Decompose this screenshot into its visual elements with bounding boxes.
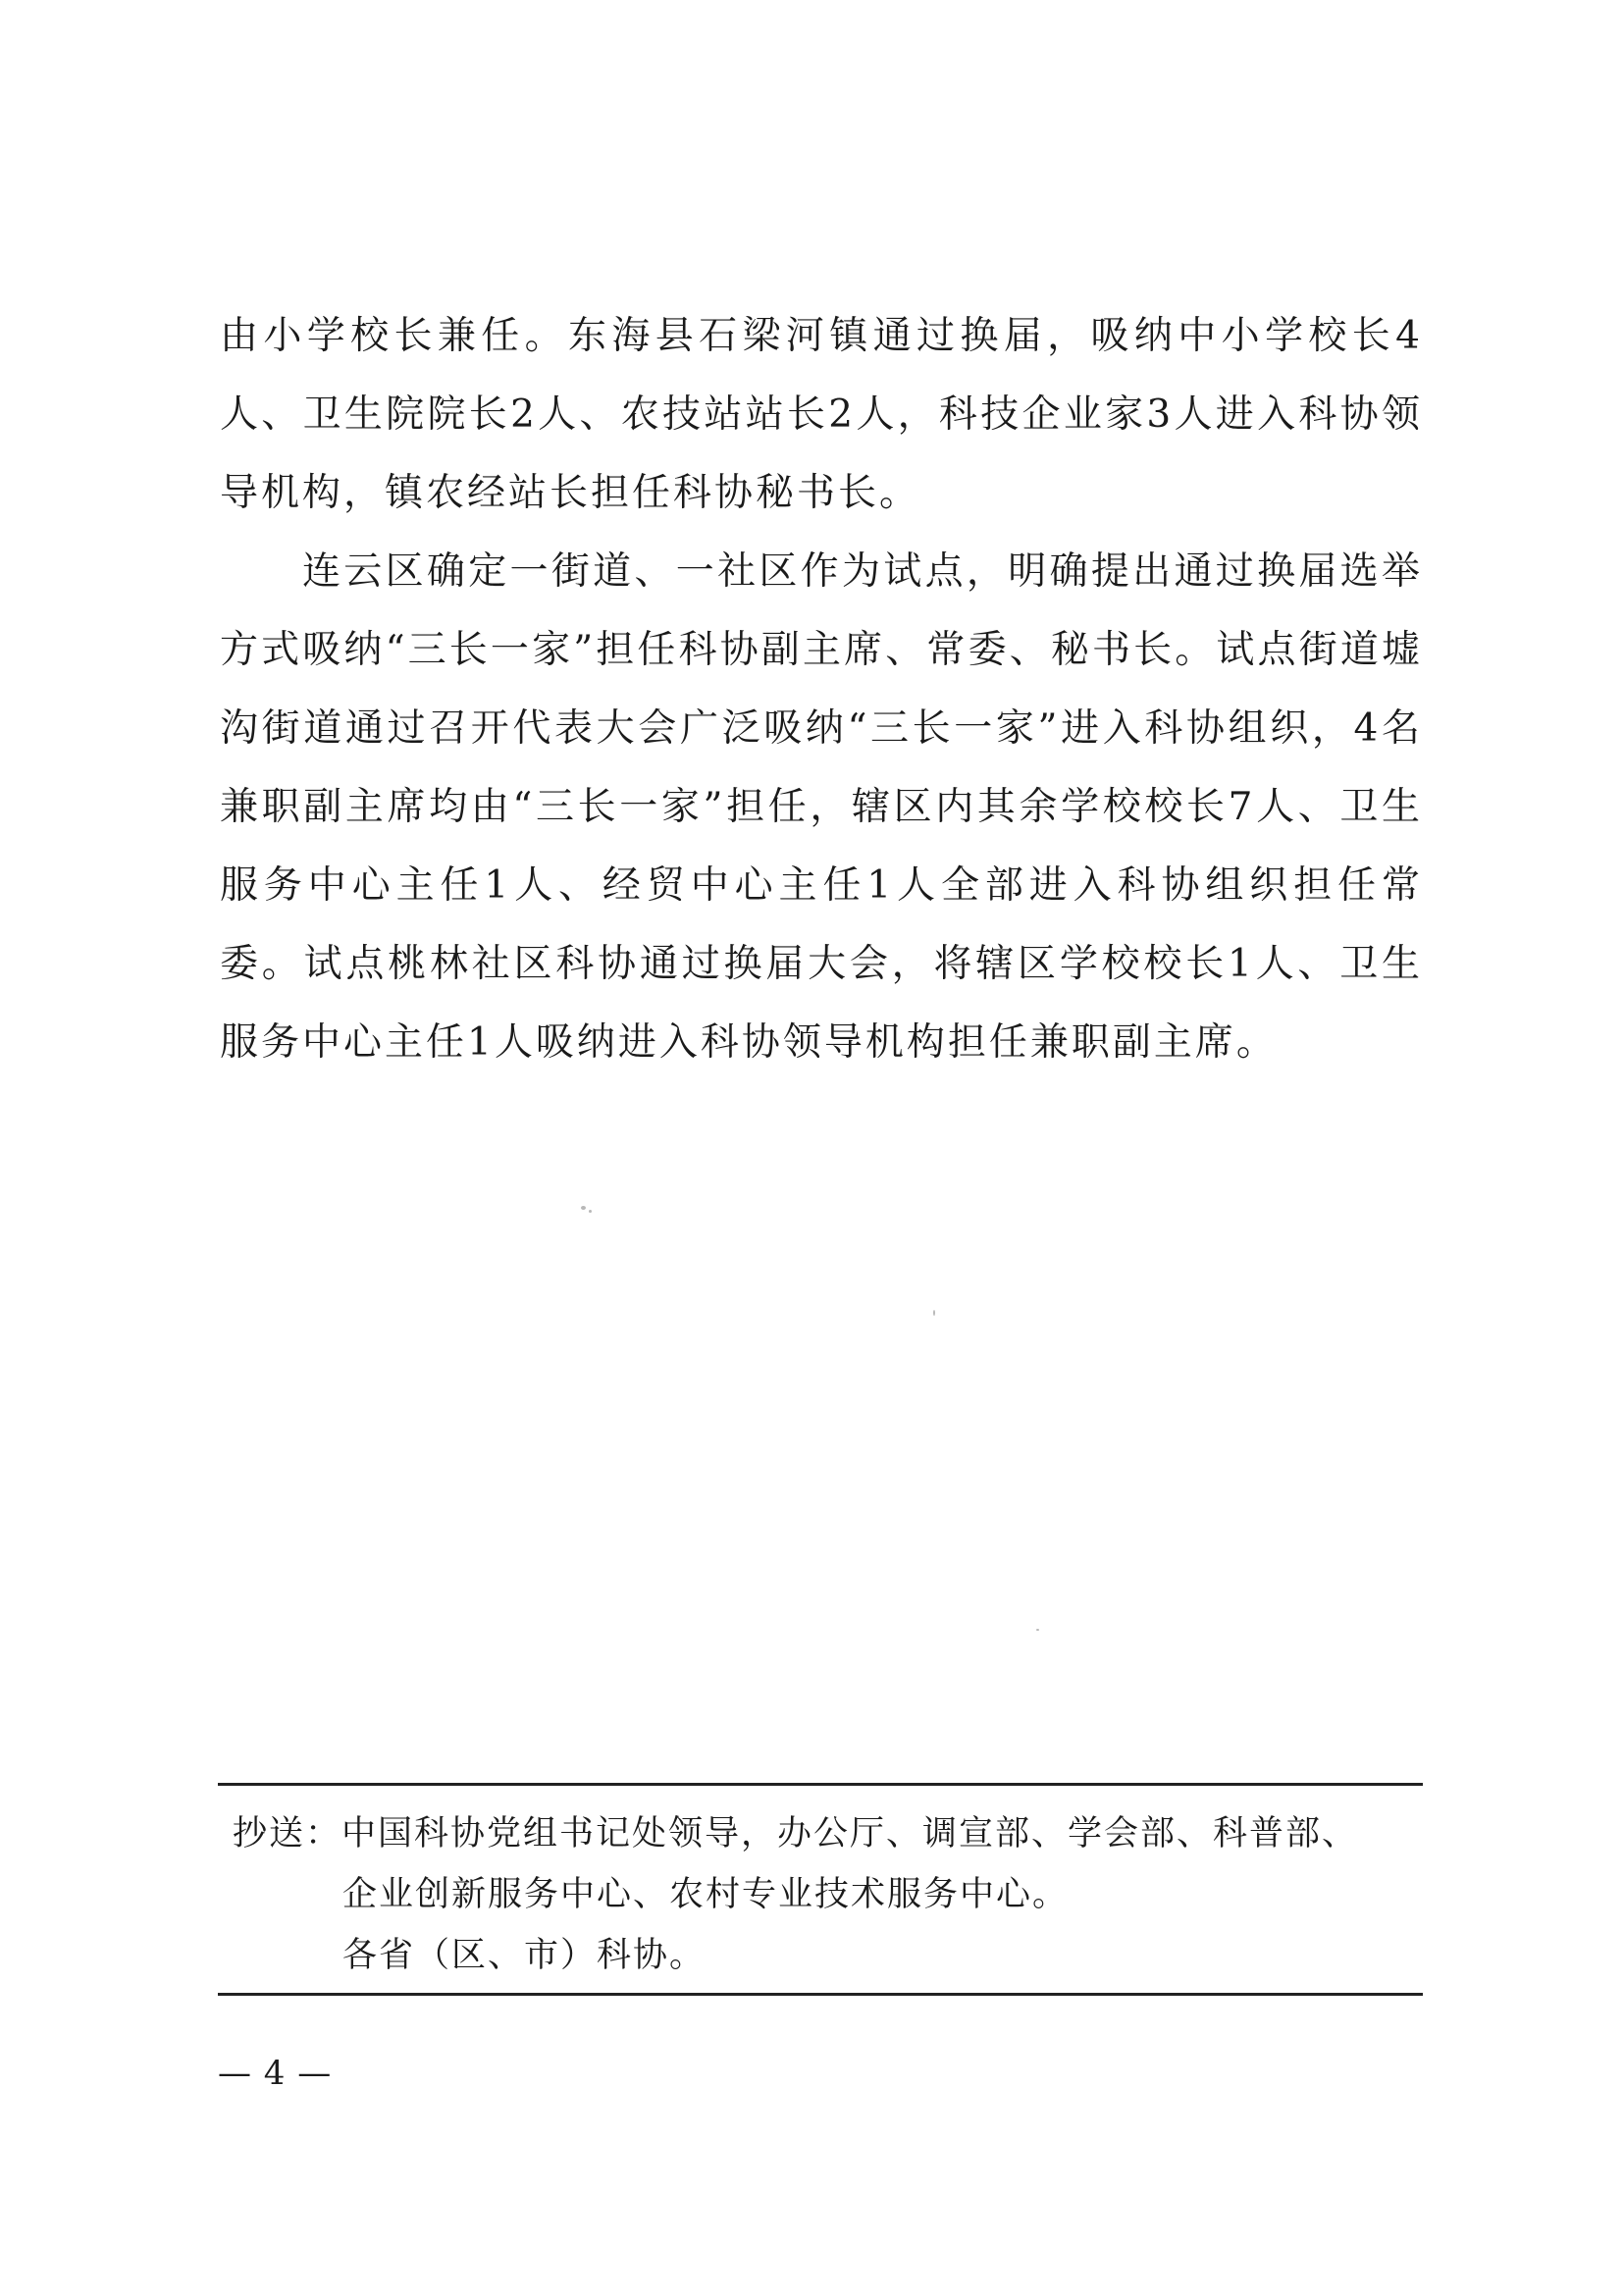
scan-speck bbox=[589, 1210, 592, 1213]
scan-speck bbox=[1036, 1629, 1039, 1631]
cc-line-provinces: 各省（区、市）科协。 bbox=[342, 1936, 707, 1975]
cc-line-centers: 企业创新服务中心、农村专业技术服务中心。 bbox=[342, 1875, 1070, 1914]
cc-line-recipients: 抄送：中国科协党组书记处领导，办公厅、调宣部、学会部、科普部、 bbox=[233, 1814, 1359, 1853]
body-text bbox=[220, 297, 1423, 1082]
page-number: — 4 — bbox=[218, 2054, 333, 2093]
paragraph-lianyun-district: 连云区确定一街道、一社区作为试点，明确提出通过换届选举方式吸纳“三长一家”担任科协副主席、常委、秘书长。试点街道墟沟街道通过召开代表大会广泛吸纳“三长一家”进入科协组织，4名兼职副主席均由“三长一家”担任，辖区内其余学校校长7人、卫生服务中心主任1人、经贸中心主任1人全部进入科协组织担任常委。试点桃林社区科协通过换届大会，将辖区学校校长1人、卫生服务中心主任1人吸纳进入科协领导机构担任兼职副主席。 bbox=[220, 549, 1423, 1065]
cc-top-rule bbox=[218, 1783, 1423, 1786]
scan-speck bbox=[581, 1206, 586, 1210]
paragraph-continued: 由小学校长兼任。东海县石梁河镇通过换届，吸纳中小学校长4人、卫生院院长2人、农技站站长2人，科技企业家3人进入科协领导机构，镇农经站长担任科协秘书长。 bbox=[220, 314, 1423, 515]
scan-speck bbox=[933, 1310, 935, 1316]
cc-distribution-list bbox=[233, 1803, 1423, 1986]
cc-bottom-rule bbox=[218, 1993, 1423, 1996]
